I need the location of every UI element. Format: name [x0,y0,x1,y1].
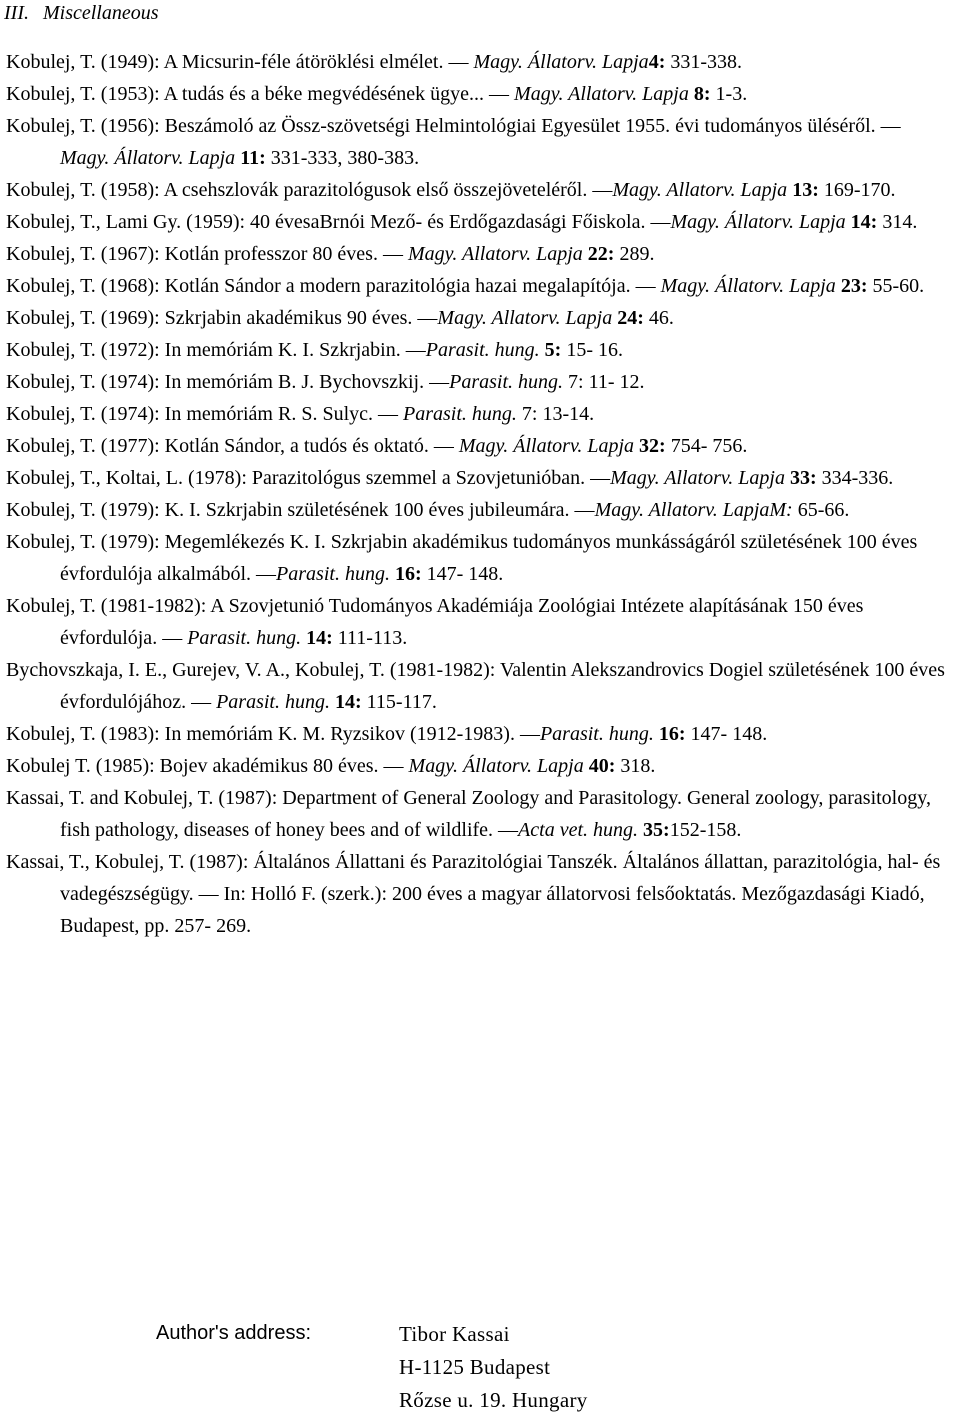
reference-entry [6,46,950,78]
reference-entry [6,398,950,430]
journal-name: Parasit. hung. [276,563,390,585]
reference-text: 111-113. [332,627,408,649]
reference-entry [6,494,950,526]
journal-name: Magy. Allatorv. Lapja [610,467,785,489]
reference-text: Kassai, T., Kobulej, T. (1987): Általános Állattani és Parazitológiai Tanszék. Általános állattan, parazitológia, hal- és vadegészségügy. — In: Holló F. (szerk.): 200 éves a magyar állatorvosi felsőoktatás. Mezőgazdasági Kiadó, Budapest, pp. 257- 269. [6,851,941,937]
journal-name: Magy. Allatorv. Lapja [407,243,583,265]
reference-entry [6,174,950,206]
volume-number: 33: [784,467,817,489]
reference-text: 115-117. [361,691,437,713]
reference-text: Kobulej, T. (1979): Megemlékezés K. I. Szkrjabin akadémikus tudományos munkásságáról születésének 100 éves évfordulója alkalmából. — [6,531,918,585]
journal-name: Parasit. hung. [403,403,517,425]
reference-entry [6,366,950,398]
reference-text: 7: 13-14. [516,403,595,425]
volume-number: 8: [688,83,711,105]
reference-text: Kobulej, T. (1949): A Micsurin-féle átöröklési elmélet. — [6,51,474,73]
volume-number: 16: [389,563,422,585]
reference-text: 754- 756. [665,435,748,457]
reference-text: Kobulej, T. (1956): Beszámoló az Össz-szövetségi Helmintológiai Egyesület 1955. évi tudományos üléséről. — [6,115,901,137]
reference-entry [6,782,950,846]
reference-text: 318. [615,755,656,777]
reference-text: 334-336. [816,467,894,489]
reference-text: Kobulej, T. (1974): In memóriám B. J. Bychovszkij. — [6,371,450,393]
journal-name: Parasit. hung. [449,371,564,393]
reference-entry [6,526,950,590]
reference-text: 152-158. [669,819,742,841]
reference-text: 46. [643,307,674,329]
reference-entry [6,462,950,494]
reference-text: 147- 148. [685,723,768,745]
address-line-street: Rőzse u. 19. Hungary [399,1388,588,1412]
reference-text: 65-66. [792,499,850,521]
reference-text: Kobulej, T. (1953): A tudás és a béke megvédésének ügye... — [6,83,515,105]
reference-text: Kassai, T. and Kobulej, T. (1987): Department of General Zoology and Parasitology. General zoology, parasitology, fish pathology, diseases of honey bees and of wildlife. — [6,787,931,841]
reference-entry [6,718,950,750]
volume-number: 35: [638,819,670,841]
reference-text: Kobulej, T. (1967): Kotlán professzor 80 éves. — [6,243,408,265]
reference-entry [6,206,950,238]
journal-name: Magy. Állatorv. Lapja [660,275,836,297]
reference-text: Kobulej, T. (1972): In memóriám K. I. Szkrjabin. — [6,339,426,361]
reference-list [6,46,950,942]
journal-name: Magy. Allatorv. Lapja [437,307,613,329]
volume-number: 14: [301,627,333,649]
journal-name: Magy. Allatorv. LapjaM: [594,499,793,521]
reference-entry [6,78,950,110]
author-address-label: Author's address: [156,1322,312,1344]
volume-number: 11: [235,147,266,169]
journal-name: Magy. Állatorv. Lapja [458,435,635,457]
reference-text: 314. [877,211,918,233]
reference-text: 331-333, 380-383. [265,147,420,169]
reference-text: 1-3. [710,83,748,105]
journal-name: Magy. Allatorv. Lapja [612,179,788,201]
volume-number: 14: [845,211,878,233]
volume-number: 24: [612,307,644,329]
section-heading [4,2,159,25]
reference-text: Kobulej, T. (1974): In memóriám R. S. Sulyc. — [6,403,404,425]
journal-name: Magy. Állatorv. Lapja [60,147,236,169]
volume-number: 32: [634,435,666,457]
volume-number: 5: [539,339,562,361]
journal-name: Parasit. hung. [187,627,302,649]
reference-text: Kobulej, T. (1958): A csehszlovák parazitológusok első összejöveteléről. — [6,179,613,201]
address-line-city: H-1125 Budapest [399,1355,551,1379]
reference-entry [6,334,950,366]
journal-name: Magy. Allatorv. Lapja [514,83,689,105]
reference-text: 55-60. [867,275,925,297]
reference-text: Kobulej, T. (1968): Kotlán Sándor a modern parazitológia hazai megalapítója. — [6,275,661,297]
section-number: III. [4,2,29,24]
journal-name: Acta vet. hung. [518,819,639,841]
author-address [156,1318,856,1414]
reference-entry [6,654,950,718]
reference-text: 147- 148. [421,563,504,585]
section-title: Miscellaneous [42,2,159,24]
volume-number: 23: [835,275,868,297]
reference-text: 331-338. [665,51,743,73]
reference-text: Bychovszkaja, I. E., Gurejev, V. A., Kobulej, T. (1981-1982): Valentin Alekszandrovics Dogiel születésének 100 éves évfordulójához. — [6,659,945,713]
journal-name: Parasit. hung. [539,723,654,745]
journal-name: Magy. Állatorv. Lapja [408,755,584,777]
reference-text: Kobulej, T. (1979): K. I. Szkrjabin születésének 100 éves jubileumára. — [6,499,595,521]
reference-entry [6,430,950,462]
volume-number: 13: [787,179,819,201]
journal-name: Parasit. hung. [425,339,540,361]
reference-text: Kobulej, T. (1983): In memóriám K. M. Ryzsikov (1912-1983). — [6,723,540,745]
reference-text: 169-170. [818,179,896,201]
volume-number: 4: [648,51,666,73]
reference-text: Kobulej, T. (1977): Kotlán Sándor, a tudós és oktató. — [6,435,459,457]
reference-entry [6,846,950,942]
reference-text: 15- 16. [561,339,623,361]
author-address-lines [399,1318,588,1417]
reference-entry [6,302,950,334]
reference-text: Kobulej, T. (1981-1982): A Szovjetunió Tudományos Akadémiája Zoológiai Intézete alapításának 150 éves évfordulója. — [6,595,864,649]
reference-text: Kobulej, T., Lami Gy. (1959): 40 évesaBrnói Mező- és Erdőgazdasági Főiskola. — [6,211,671,233]
journal-name: Magy. Állatorv. Lapja [473,51,649,73]
address-line-name: Tibor Kassai [399,1322,510,1346]
journal-name: Magy. Állatorv. Lapja [670,211,846,233]
reference-text: 7: 11- 12. [563,371,645,393]
volume-number: 16: [653,723,686,745]
volume-number: 22: [582,243,615,265]
reference-entry [6,750,950,782]
reference-text: Kobulej T. (1985): Bojev akadémikus 80 éves. — [6,755,409,777]
volume-number: 40: [583,755,616,777]
reference-text: Kobulej, T. (1969): Szkrjabin akadémikus 90 éves. — [6,307,438,329]
reference-text: 289. [614,243,655,265]
reference-entry [6,110,950,174]
reference-entry [6,270,950,302]
reference-entry [6,238,950,270]
journal-name: Parasit. hung. [216,691,330,713]
reference-text: Kobulej, T., Koltai, L. (1978): Parazitológus szemmel a Szovjetunióban. — [6,467,611,489]
reference-entry [6,590,950,654]
volume-number: 14: [329,691,362,713]
